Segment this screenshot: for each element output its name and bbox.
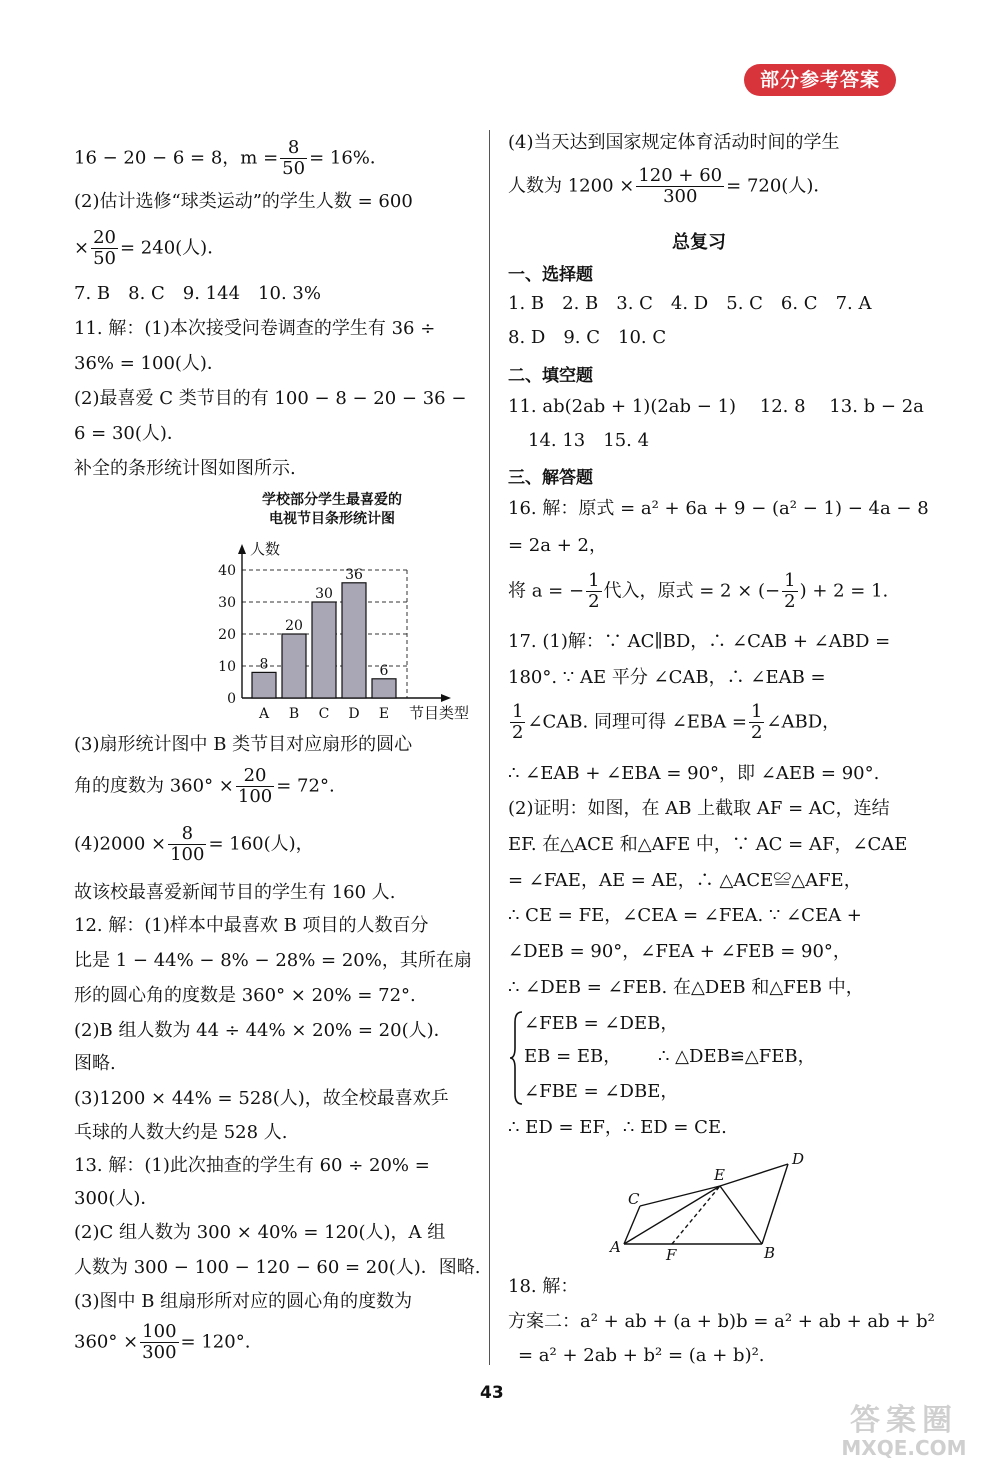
answer-line: ∴ ∠EAB + ∠EBA = 90°，即 ∠AEB = 90°. [508,763,880,784]
bar [282,634,306,698]
answer-line: 11. 解：(1)本次接受问卷调查的学生有 36 ÷ [74,318,436,339]
answer-line: (3)1200 × 44% = 528(人)，故全校最喜欢乒 [74,1088,449,1109]
answer-line: 6 = 30(人)． [74,423,185,444]
page-number: 43 [480,1383,504,1403]
answer-line: 12. 解：(1)样本中最喜欢 B 项目的人数百分 [74,915,429,936]
bar [252,672,276,698]
answer-line: 11. ab(2ab + 1)(2ab − 1) 12. 8 13. b − 2a [508,396,924,417]
answer-line: (2)B 组人数为 44 ÷ 44% × 20% = 20(人)． [74,1020,452,1041]
x-tick-label: E [378,706,390,722]
bar-value-label: 20 [285,618,303,634]
bar-chart [210,538,490,723]
answer-line: ∴ ∠DEB = ∠FEB. 在△DEB 和△FEB 中， [508,977,864,998]
answer-line: 360° × $\frac{100}{300}$ = 120°. [74,1321,251,1363]
label-B: B [764,1244,776,1262]
answer-line: × $\frac{20}{50}$ = 240(人)． [74,227,226,269]
answer-line: (2)估计选修“球类运动”的学生人数 = 600 [74,191,413,212]
fraction: $\frac{8}{50}$ [282,137,306,179]
answer-line: (2)C 组人数为 300 × 40% = 120(人)，A 组 [74,1222,446,1243]
answer-line: ∴ ED = EF，∴ ED = CE. [508,1117,727,1138]
bar [312,602,336,698]
y-axis-arrow [238,544,246,554]
fraction: $\frac{1}{2}$ [784,570,796,612]
answer-line: (4)当天达到国家规定体育活动时间的学生 [508,132,840,153]
answer-line: = ∠FAE，AE = AE，∴ △ACE≌△AFE， [508,870,862,891]
answer-line: 16. 解：原式 = a² + 6a + 9 − (a² − 1) − 4a − 8 [508,498,929,519]
x-axis-label: 节目类型 [409,704,470,722]
y-axis-label: 人数 [250,540,281,558]
system-brace [508,1010,524,1106]
label-F: F [666,1246,677,1262]
answer-line: ∴ △DEB≌△FEB， [658,1046,816,1067]
answer-line: 人数为 300 − 100 − 120 − 60 = 20(人)．图略. [74,1257,481,1278]
answer-line: 8. D 9. C 10. C [508,327,667,348]
answer-line: 故该校最喜爱新闻节目的学生有 160 人. [74,882,396,903]
fraction: $\frac{20}{100}$ [237,765,273,807]
answer-line: 7. B 8. C 9. 144 10. 3% [74,283,321,304]
column-divider [489,130,490,1365]
bar-value-label: 36 [345,566,363,583]
x-tick-label: C [318,706,330,722]
answer-line: EB = EB， [524,1046,622,1067]
review-title: 总复习 [672,232,726,253]
answer-line: = 2a + 2， [508,535,607,556]
answer-line: 300(人)． [74,1188,159,1209]
fraction: $\frac{1}{2}$ [750,701,763,743]
section-heading: 三、解答题 [508,468,593,488]
label-E: E [714,1166,725,1184]
answer-line: 36% = 100(人)． [74,353,225,374]
answer-line: 16 − 20 − 6 = 8，m = $\frac{8}{50}$ = 16%． [74,137,388,179]
fraction: $\frac{120 + 60}{300}$ [638,165,723,207]
answer-line: (2)最喜爱 C 类节目的有 100 − 8 − 20 − 36 − [74,388,467,409]
section-heading: 一、选择题 [508,265,593,285]
fraction: $\frac{20}{50}$ [93,227,116,269]
answer-line: 角的度数为 360° × $\frac{20}{100}$ = 72°. [74,765,335,807]
y-tick-label: 40 [218,563,236,579]
answer-line: 补全的条形统计图如图所示. [74,458,296,479]
bar [372,679,396,698]
y-tick-label: 20 [218,627,236,643]
answer-line: 将 a = − $\frac{1}{2}$ 代入，原式 = 2 × (− $\frac{1}{2}$ ) + 2 = 1. [508,570,889,612]
bar [342,583,366,698]
y-tick-label: 30 [218,595,236,611]
answer-line: 17. (1)解：∵ AC∥BD，∴ ∠CAB + ∠ABD = [508,631,891,652]
y-tick-label: 0 [227,691,236,707]
answer-line: $\frac{1}{2}$ ∠CAB. 同理可得 ∠EBA = $\frac{1}{2}$ ∠ABD， [512,701,841,743]
bar-value-label: 6 [379,662,389,679]
chart-title: 学校部分学生最喜爱的 电视节目条形统计图 [262,492,402,527]
answer-line: ∠FBE = ∠DBE， [524,1081,679,1102]
watermark: 答案圈 MXQE.COM [841,1403,967,1460]
answer-line: 14. 13 15. 4 [528,430,650,451]
bar-value-label: 30 [315,586,333,602]
answer-line: 13. 解：(1)此次抽查的学生有 60 ÷ 20% = [74,1155,430,1176]
label-C: C [628,1190,640,1208]
fraction: $\frac{100}{300}$ [142,1321,177,1363]
answer-line: ∴ CE = FE，∠CEA = ∠FEA. ∵ ∠CEA + [508,905,862,926]
answer-line: ∠DEB = 90°，∠FEA + ∠FEB = 90°， [508,941,851,962]
section-badge: 部分参考答案 [744,64,896,96]
answer-line: (3)扇形统计图中 B 类节目对应扇形的圆心 [74,734,413,755]
answer-line: 乓球的人数大约是 528 人. [74,1122,288,1143]
answer-line: 比是 1 − 44% − 8% − 28% = 20%，其所在扇 [74,950,472,971]
answer-line: 形的圆心角的度数是 360° × 20% = 72°. [74,985,416,1006]
bar-value-label: 8 [259,656,269,673]
answer-line: = a² + 2ab + b² = (a + b)². [518,1345,765,1366]
x-tick-label: B [288,706,300,722]
y-tick-label: 10 [218,659,236,675]
geometry-figure [604,1146,824,1262]
answer-line: 方案二：a² + ab + (a + b)b = a² + ab + ab + b² [508,1311,935,1332]
fraction: $\frac{1}{2}$ [512,701,524,743]
answer-line: (3)图中 B 组扇形所对应的圆心角的度数为 [74,1291,413,1312]
x-axis-arrow [441,694,451,702]
label-A: A [610,1238,621,1256]
answer-line: 人数为 1200 × $\frac{120 + 60}{300}$ = 720(人)． [508,165,832,207]
answer-line: 180°. ∵ AE 平分 ∠CAB，∴ ∠EAB = [508,667,826,688]
answer-line: ∠FEB = ∠DEB， [524,1013,679,1034]
answer-line: (4)2000 × $\frac{8}{100}$ = 160(人)， [74,823,314,865]
label-D: D [792,1150,805,1168]
section-heading: 二、填空题 [508,366,593,386]
answer-line: 1. B 2. B 3. C 4. D 5. C 6. C 7. A [508,293,872,314]
answer-line: EF. 在△ACE 和△AFE 中，∵ AC = AF，∠CAE [508,834,908,855]
x-tick-label: D [348,706,360,722]
x-tick-label: A [258,706,270,722]
fraction: $\frac{1}{2}$ [588,570,600,612]
answer-line: (2)证明：如图，在 AB 上截取 AF = AC，连结 [508,798,890,819]
answer-line: 图略. [74,1053,116,1074]
answer-line: 18. 解： [508,1276,579,1297]
fraction: $\frac{8}{100}$ [170,823,205,865]
